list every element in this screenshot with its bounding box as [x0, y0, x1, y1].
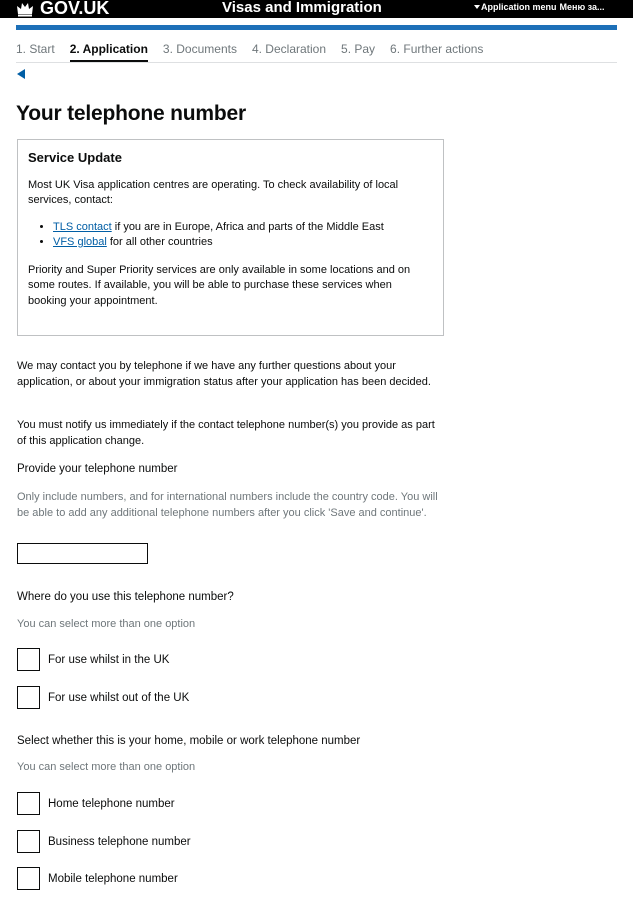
- type-option-business[interactable]: [17, 830, 191, 853]
- language-menu-label[interactable]: Меню за...: [559, 2, 605, 12]
- application-menu[interactable]: [474, 2, 605, 12]
- service-update-panel: [17, 139, 444, 336]
- service-update-heading: Service Update: [28, 150, 122, 165]
- checkbox-label[interactable]: Home telephone number: [48, 797, 175, 810]
- checkbox-label[interactable]: Mobile telephone number: [48, 872, 178, 885]
- checkbox-out-uk[interactable]: [17, 686, 40, 709]
- checkbox-home[interactable]: [17, 792, 40, 815]
- list-item: [53, 220, 433, 236]
- header-bar: [0, 0, 633, 18]
- caret-down-icon: [474, 5, 480, 9]
- tls-contact-text: if you are in Europe, Africa and parts of the Middle East: [111, 220, 384, 233]
- usage-question: Where do you use this telephone number?: [17, 591, 234, 603]
- usage-hint: You can select more than one option: [17, 618, 196, 630]
- phone-hint: Only include numbers, and for international numbers include the country code. You will be able to add any additional telephone numbers after you click 'Save and continue'.: [17, 491, 438, 519]
- list-item: [53, 235, 433, 251]
- type-question: Select whether this is your home, mobile or work telephone number: [17, 735, 361, 747]
- checkbox-in-uk[interactable]: [17, 648, 40, 671]
- step-start[interactable]: 1. Start: [16, 42, 55, 56]
- checkbox-label[interactable]: For use whilst out of the UK: [48, 691, 190, 704]
- checkbox-label[interactable]: Business telephone number: [48, 835, 191, 848]
- phone-label: Provide your telephone number: [17, 463, 178, 475]
- header-accent-line: [16, 25, 617, 30]
- service-update-intro: Most UK Visa application centres are operating. To check availability of local services, contact:: [28, 178, 399, 206]
- application-menu-label: Application menu: [481, 2, 557, 12]
- progress-steps: [16, 42, 617, 63]
- step-further-actions: 6. Further actions: [390, 42, 484, 56]
- step-application[interactable]: 2. Application: [70, 42, 148, 62]
- step-documents: 3. Documents: [162, 42, 237, 56]
- notify-paragraph: You must notify us immediately if the contact telephone number(s) you provide as part of this application change.: [17, 419, 435, 447]
- service-name[interactable]: Visas and Immigration: [222, 0, 382, 16]
- page-title: Your telephone number: [16, 102, 246, 125]
- type-option-mobile[interactable]: [17, 867, 178, 890]
- vfs-global-text: for all other countries: [106, 236, 213, 248]
- step-pay: 5. Pay: [341, 42, 376, 56]
- checkbox-mobile[interactable]: [17, 867, 40, 890]
- logo-text: GOV.UK: [40, 0, 110, 18]
- crown-icon: [16, 1, 34, 17]
- checkbox-label[interactable]: For use whilst in the UK: [48, 653, 170, 666]
- service-update-footer: Priority and Super Priority services are only available in some locations and on some routes. If available, you will be able to purchase these services when booking your appointment.: [28, 263, 411, 307]
- type-hint: You can select more than one option: [17, 761, 196, 773]
- vfs-global-link[interactable]: VFS global: [53, 236, 107, 248]
- contact-list: [53, 220, 433, 251]
- checkbox-business[interactable]: [17, 830, 40, 853]
- type-option-home[interactable]: [17, 792, 175, 815]
- step-declaration: 4. Declaration: [251, 42, 327, 56]
- telephone-input[interactable]: [17, 543, 148, 564]
- usage-option-out-uk[interactable]: [17, 686, 189, 709]
- contact-info-paragraph: We may contact you by telephone if we have any further questions about your application, or about your immigration status after your application has been decided.: [17, 360, 431, 388]
- back-arrow-icon[interactable]: [17, 69, 25, 79]
- tls-contact-link[interactable]: TLS contact: [53, 220, 112, 233]
- govuk-logo[interactable]: [16, 0, 109, 19]
- usage-option-in-uk[interactable]: [17, 648, 169, 671]
